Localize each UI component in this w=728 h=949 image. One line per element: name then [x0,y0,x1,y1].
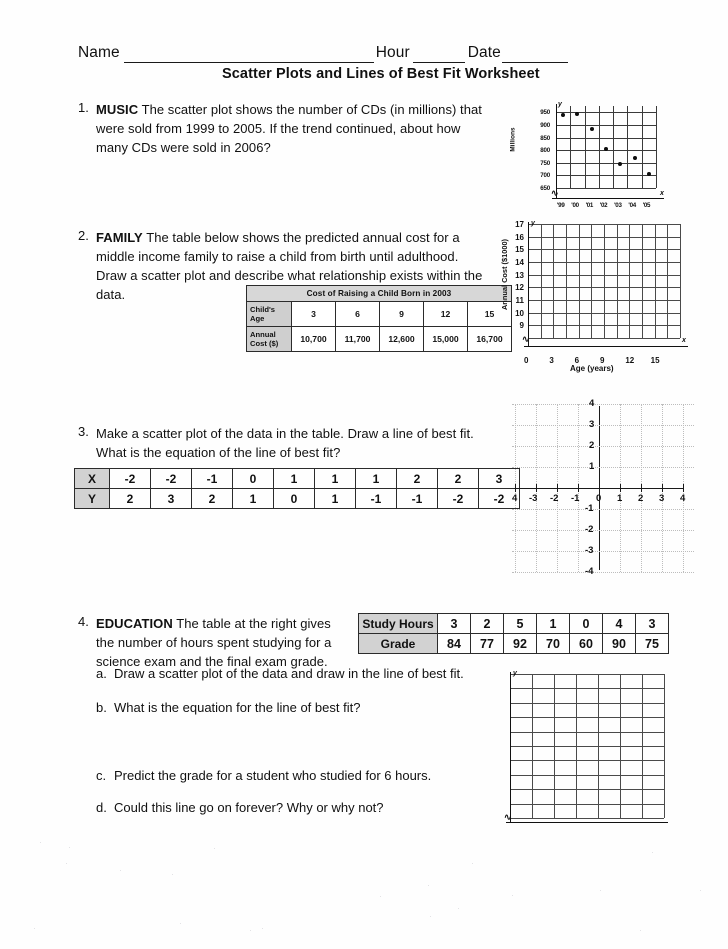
question-2-topic: FAMILY [96,230,143,245]
chart1-gridline [642,106,643,188]
annual-cost-cell: 10,700 [292,327,336,352]
chart3-gridline [512,425,694,426]
chart3-x-tick-label: 1 [617,493,623,504]
x-cell: 1 [315,469,356,489]
chart4-gridline [510,688,664,689]
chart2-axis-break: ∿ [522,334,530,344]
chart1-x-tick-label: '04 [628,202,636,209]
blank-cartesian-plane-chart [508,400,698,576]
question-4a-text: Draw a scatter plot of the data and draw in the line of best fit. [114,666,464,681]
y-cell: 2 [192,489,233,509]
family-cost-grid-chart [498,218,694,378]
study-hours-cell: 5 [504,614,537,634]
x-cell: 3 [479,469,520,489]
scan-artifact [472,863,473,864]
chart2-x-axis [524,346,688,347]
chart1-y-tick-label: 900 [540,121,550,129]
chart2-y-tick-label: 17 [515,220,524,229]
chart2-x-tick-label: 3 [549,356,554,365]
annual-cost-cell: 15,000 [424,327,468,352]
grade-cell: 84 [438,634,471,654]
grade-cell: 70 [537,634,570,654]
y-cell: 1 [233,489,274,509]
scan-artifact [40,842,41,843]
chart1-y-tick-label: 650 [540,185,550,192]
chart1-y-tick-label: 850 [540,134,550,142]
chart2-gridline [528,338,680,339]
scan-artifact [652,852,653,853]
chart4-gridline [510,746,664,747]
chart2-x-tick-label: 9 [600,356,605,365]
y-cell: 0 [274,489,315,509]
chart4-gridline [510,717,664,718]
chart2-y-tick-label: 13 [515,270,524,280]
chart2-y-axis [528,222,529,346]
table-row [75,469,520,489]
x-cell: 1 [274,469,315,489]
date-label: Date [467,44,501,61]
chart3-gridline [512,467,694,468]
study-hours-cell: 0 [570,614,603,634]
question-4-text [96,614,348,671]
chart2-x-tick-label: 12 [625,356,635,365]
table-row [359,634,669,654]
question-4-prompt: The table at the right gives the number of hours spent studying for a science exam and the final exam grade. [96,616,332,669]
blank-study-grid-chart [500,668,696,836]
chart4-gridline [598,674,599,818]
child-age-cell: 6 [336,302,380,327]
chart3-gridline [512,551,694,552]
chart3-gridline [512,530,694,531]
chart2-y-tick-label: 14 [515,258,524,267]
chart1-gridline [656,106,657,188]
chart2-y-axis-title: Annual Cost ($1000) [500,238,510,311]
chart2-gridline [667,224,668,338]
chart1-gridline [627,106,628,188]
chart1-y-axis [556,104,557,198]
chart4-gridline [532,674,533,818]
scan-artifact [380,896,381,897]
chart3-x-tick-label: 4 [512,493,518,504]
chart3-y-tick-label: -4 [585,566,594,577]
chart3-x-tick [536,484,537,492]
y-cell: 3 [151,489,192,509]
x-cell: -1 [192,469,233,489]
x-cell: 2 [438,469,479,489]
chart1-x-axis [552,198,664,199]
chart2-gridline [680,224,681,338]
chart2-y-tick-label: 11 [515,296,524,305]
question-1-prompt: The scatter plot shows the number of CDs (in millions) that were sold from 1999 to 2005. If the trend continued, about how many CDs were sold in 2006? [96,102,482,155]
name-blank-line[interactable] [124,49,374,63]
chart2-y-tick-label: 16 [515,232,524,242]
chart2-gridline [642,224,643,338]
chart4-axis-break: ∿ [504,812,512,822]
chart4-gridline [510,789,664,790]
chart2-x-tick-label: 6 [574,356,580,365]
child-age-cell: 9 [380,302,424,327]
chart4-gridline [510,732,664,733]
name-hour-date-row [78,44,650,63]
scan-artifact [428,885,429,886]
chart4-x-axis [506,822,668,823]
scan-artifact [180,923,181,924]
chart3-x-tick [662,484,663,492]
question-4b-letter: b. [96,700,107,715]
y-cell: -2 [479,489,520,509]
chart2-y-tick-label: 10 [515,308,524,318]
chart1-y-tick-label: 750 [540,159,550,167]
scan-artifact [120,870,121,871]
annual-cost-cell: 16,700 [468,327,512,352]
scan-artifact [172,874,173,875]
chart1-x-marker: x [660,190,664,197]
chart1-y-tick-label: 700 [540,172,550,180]
chart4-plot-area [510,674,664,818]
question-3-number: 3. [78,424,89,439]
study-hours-table [358,613,669,654]
chart3-y-tick-label: -1 [585,503,594,514]
chart1-x-tick-label: '99 [557,202,565,209]
study-hours-row-label: Study Hours [359,614,438,634]
child-cost-table [246,285,512,352]
question-1-text [96,100,496,157]
xy-data-table [74,468,520,509]
chart1-gridline [585,106,586,188]
chart1-x-tick-label: '02 [599,202,608,209]
chart2-gridline [553,224,554,338]
hour-label: Hour [375,44,410,61]
chart1-axis-break: ∿ [551,188,559,198]
question-4c-text: Predict the grade for a student who studied for 6 hours. [114,768,432,783]
study-hours-cell: 1 [537,614,570,634]
chart1-data-point [618,162,622,166]
y-cell: 1 [315,489,356,509]
scan-artifact [214,848,215,849]
chart3-gridline [512,509,694,510]
chart4-gridline [576,674,577,818]
chart4-gridline [554,674,555,818]
y-cell: -1 [397,489,438,509]
scan-artifact [458,908,459,909]
scan-artifact [700,890,701,891]
child-age-cell: 3 [292,302,336,327]
chart4-gridline [510,818,664,819]
chart2-gridline [629,224,630,338]
chart3-x-tick-label: -2 [550,493,559,504]
grade-row-label: Grade [359,634,438,654]
scan-artifact [34,928,35,929]
chart3-x-tick [557,484,558,492]
question-4-topic: EDUCATION [96,616,173,631]
chart4-gridline [510,674,664,675]
x-cell: -2 [151,469,192,489]
chart4-gridline [510,760,664,761]
y-cell: 2 [110,489,151,509]
chart2-gridline [541,224,542,338]
chart4-gridline [642,674,643,818]
y-cell: -2 [438,489,479,509]
chart1-x-tick-label: '00 [571,202,579,209]
study-hours-cell: 3 [438,614,471,634]
chart4-gridline [620,674,621,818]
chart1-y-marker: y [558,101,562,108]
child-age-cell: 15 [468,302,512,327]
question-1-topic: MUSIC [96,102,139,117]
study-hours-cell: 3 [636,614,669,634]
question-4d-text: Could this line go on forever? Why or why not? [114,800,384,815]
chart3-x-tick [620,484,621,492]
name-label: Name [78,44,120,61]
date-blank-line[interactable] [502,49,568,63]
chart1-data-point [561,113,565,117]
chart2-y-marker: y [531,220,535,227]
scan-artifact [430,916,431,917]
chart1-plot-area [556,106,657,188]
annual-cost-cell: 12,600 [380,327,424,352]
x-cell: -2 [110,469,151,489]
cd-sales-scatter-chart [508,100,668,218]
chart1-y-tick-label: 950 [540,109,550,117]
chart3-gridline [512,404,694,405]
chart1-gridline [570,106,571,188]
question-3-text [96,424,496,462]
chart4-gridline [664,674,665,818]
chart3-x-tick [515,484,516,492]
chart1-gridline [556,188,656,189]
chart3-x-tick-label: 4 [680,493,686,504]
chart1-data-point [590,127,594,131]
table-caption-row [247,286,512,302]
chart3-y-tick-label: 1 [589,461,595,472]
chart4-gridline [510,804,664,805]
chart3-y-tick-label: 2 [589,440,595,451]
study-hours-cell: 4 [603,614,636,634]
chart3-x-tick-label: 2 [638,493,644,504]
chart3-x-tick [683,484,684,492]
grade-cell: 75 [636,634,669,654]
chart3-y-axis [599,406,600,570]
chart1-data-point [647,172,651,176]
chart1-x-tick-label: '01 [585,202,594,209]
y-cell: -1 [356,489,397,509]
x-cell: 0 [233,469,274,489]
chart4-gridline [510,775,664,776]
chart2-y-tick-label: 9 [519,321,524,331]
x-cell: 1 [356,469,397,489]
chart2-gridline [591,224,592,338]
chart1-data-point [633,156,637,160]
chart4-gridline [510,703,664,704]
x-row-label: X [75,469,110,489]
question-2-prompt: The table below shows the predicted annual cost for a middle income family to raise a child from birth until adulthood. Draw a scatter plot and describe what relationship exists within the data. [96,230,483,302]
chart2-y-tick-label: 12 [515,283,524,293]
y-row-label: Y [75,489,110,509]
chart3-y-tick-label: 4 [589,398,595,409]
annual-cost-row-label: Annual Cost ($) [247,327,292,352]
chart1-x-tick-label: '03 [614,202,622,209]
chart3-gridline [512,446,694,447]
question-1-number: 1. [78,100,89,115]
scan-artifact [66,863,67,864]
chart1-gridline [613,106,614,188]
chart3-x-tick-label: 3 [659,493,665,504]
chart1-data-point [604,147,608,151]
chart3-x-tick [578,484,579,492]
chart3-y-tick-label: 3 [589,419,595,430]
table-row [247,327,512,352]
scan-artifact [69,847,70,848]
scan-artifact [512,895,513,896]
chart4-y-marker: y [513,670,517,677]
chart2-x-marker: x [682,337,686,344]
chart3-x-tick-label: -3 [529,493,538,504]
chart3-gridline [512,572,694,573]
hour-blank-line[interactable] [413,49,465,63]
grade-cell: 77 [471,634,504,654]
grade-cell: 92 [504,634,537,654]
study-hours-cell: 2 [471,614,504,634]
chart1-y-tick-label: 800 [540,147,550,155]
question-4-number: 4. [78,614,89,629]
grade-cell: 60 [570,634,603,654]
table-row [247,302,512,327]
scan-artifact [600,890,601,891]
annual-cost-cell: 11,700 [336,327,380,352]
child-age-row-label: Child's Age [247,302,292,327]
chart3-x-tick [641,484,642,492]
x-cell: 2 [397,469,438,489]
chart3-x-tick-label: 0 [596,493,602,504]
scan-artifact [640,930,641,931]
table-row [75,489,520,509]
chart2-x-tick-label: 15 [650,356,660,365]
grade-cell: 90 [603,634,636,654]
chart2-gridline [617,224,618,338]
chart1-gridline [599,106,600,188]
chart3-y-tick-label: -3 [585,545,594,556]
chart2-plot-area [528,224,680,338]
chart4-y-axis [510,672,511,822]
question-4d-letter: d. [96,800,107,815]
chart2-gridline [579,224,580,338]
question-4c-letter: c. [96,768,107,783]
chart2-x-axis-title: Age (years) [570,364,614,373]
question-4b-text: What is the equation for the line of best fit? [114,700,361,715]
chart2-gridline [604,224,605,338]
chart3-x-tick-label: -1 [571,493,580,504]
chart1-y-axis-title: Millions [509,127,517,152]
child-cost-caption: Cost of Raising a Child Born in 2003 [247,286,512,302]
chart2-y-tick-label: 15 [515,245,524,255]
student-info-header [78,44,650,63]
scan-artifact [262,928,263,929]
table-row [359,614,669,634]
question-4a-letter: a. [96,666,107,681]
page-title: Scatter Plots and Lines of Best Fit Worksheet [222,66,540,82]
chart2-gridline [566,224,567,338]
question-2-number: 2. [78,228,89,243]
chart1-x-tick-label: '05 [642,202,651,209]
child-age-cell: 12 [424,302,468,327]
chart1-data-point [575,112,579,116]
chart2-x-tick-label: 0 [524,356,529,365]
chart2-gridline [655,224,656,338]
question-3-prompt: Make a scatter plot of the data in the table. Draw a line of best fit. What is the equation of the line of best fit? [96,426,474,460]
scan-artifact [250,930,251,931]
chart3-y-tick-label: -2 [585,524,594,535]
